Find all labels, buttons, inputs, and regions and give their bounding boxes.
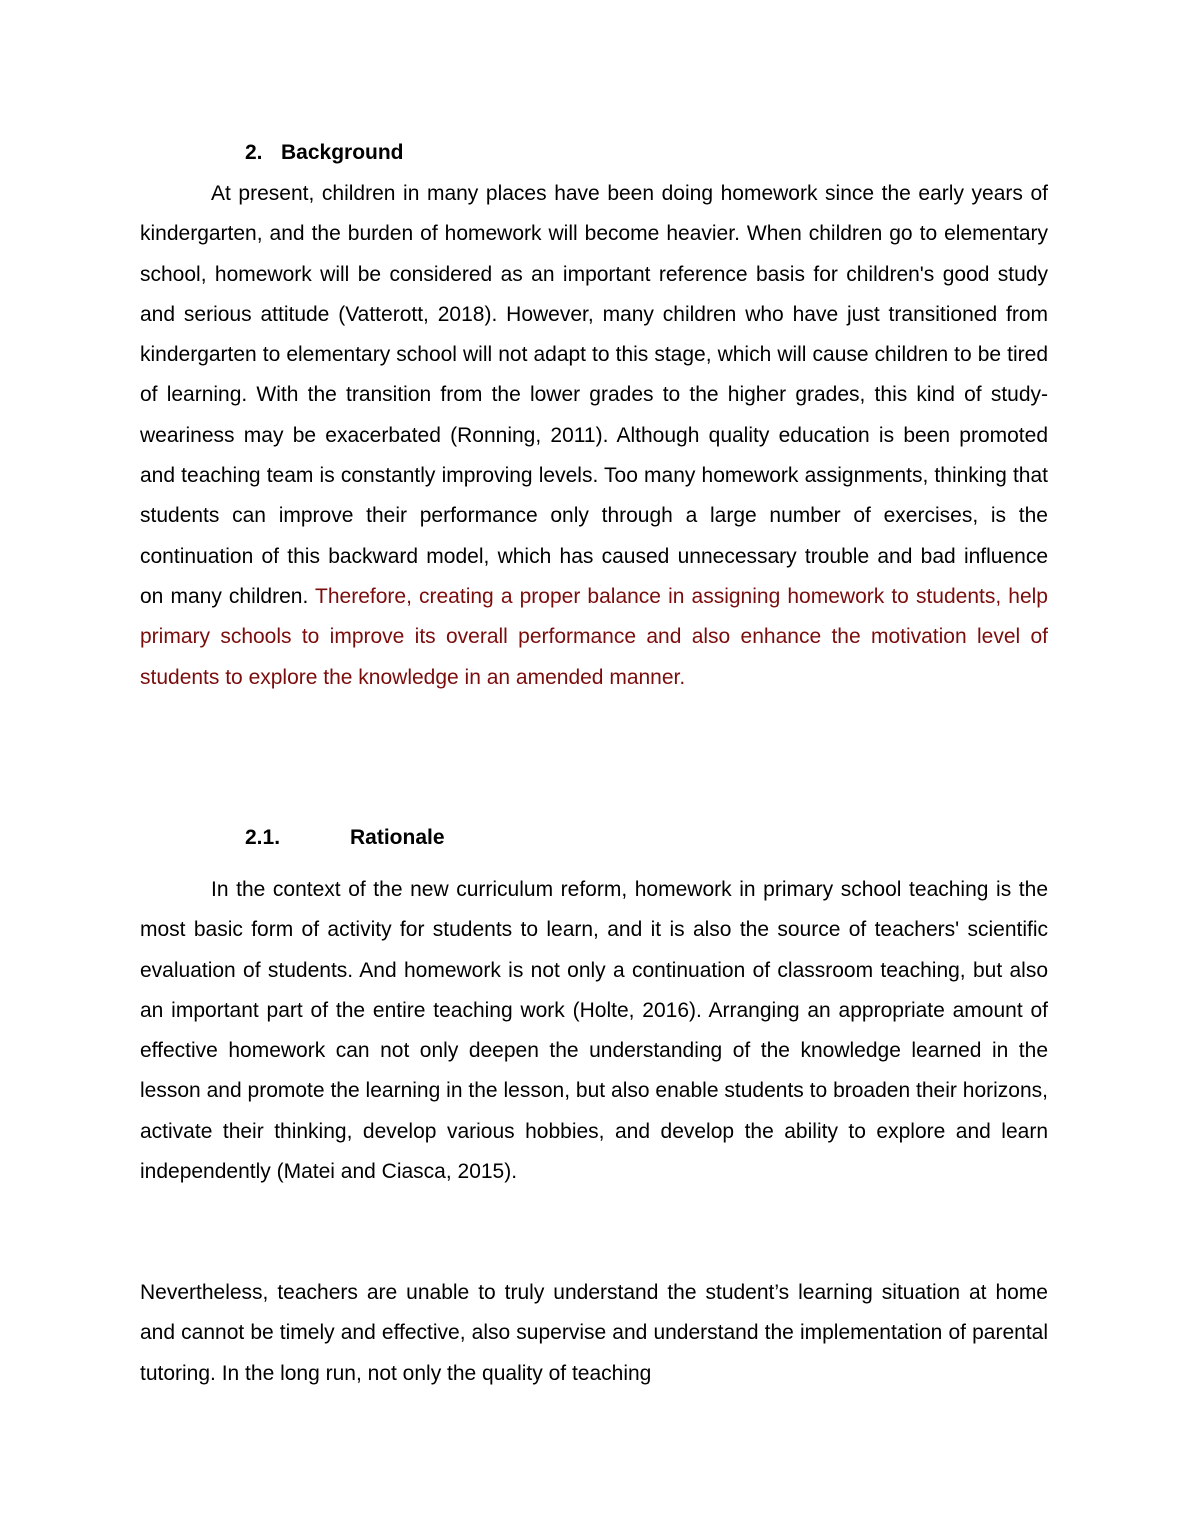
background-paragraph (140, 174, 1048, 698)
section-number: 2. (245, 141, 263, 164)
section-heading-background (245, 141, 404, 165)
section-title: Background (281, 141, 404, 164)
background-paragraph-text: At present, children in many places have been doing homework since the early years of kindergarten, and the burden of homework will become heavier. When children go to elementary school, homework will be considered as an important reference basis for children's good study and serious attitude (Vatterott, 2018). However, many children who have just transitioned from kindergarten to elementary school will not adapt to this stage, which will cause children to be tired of learning. With the transition from the lower grades to the higher grades, this kind of study-weariness may be exacerbated (Ronning, 2011). Although quality education is been promoted and teaching team is constantly improving levels. Too many homework assignments, thinking that students can improve their performance only through a large number of exercises, is the continuation of this backward model, which has caused unnecessary trouble and bad influence on many children. (140, 182, 1048, 608)
background-highlighted-text: Therefore, creating a proper balance in assigning homework to students, help primary schools to improve its overall performance and also enhance the motivation level of students to explore the knowledge in an amended manner. (140, 584, 1048, 689)
rationale-paragraph-1: In the context of the new curriculum reform, homework in primary school teaching is the most basic form of activity for students to learn, and it is also the source of teachers' scientific evaluation of students. And homework is not only a continuation of classroom teaching, but also an important part of the entire teaching work (Holte, 2016). Arranging an appropriate amount of effective homework can not only deepen the understanding of the knowledge learned in the lesson and promote the learning in the lesson, but also enable students to broaden their horizons, activate their thinking, develop various hobbies, and develop the ability to explore and learn independently (Matei and Ciasca, 2015). (140, 878, 1048, 1184)
rationale-paragraph-2: Nevertheless, teachers are unable to truly understand the student’s learning situation at home and cannot be timely and effective, also supervise and understand the implementation of parental tutoring. In the long run, not only the quality of teaching (140, 1281, 1048, 1385)
section-heading-rationale (245, 826, 445, 850)
section-title: Rationale (350, 826, 445, 849)
section-number: 2.1. (245, 826, 281, 849)
